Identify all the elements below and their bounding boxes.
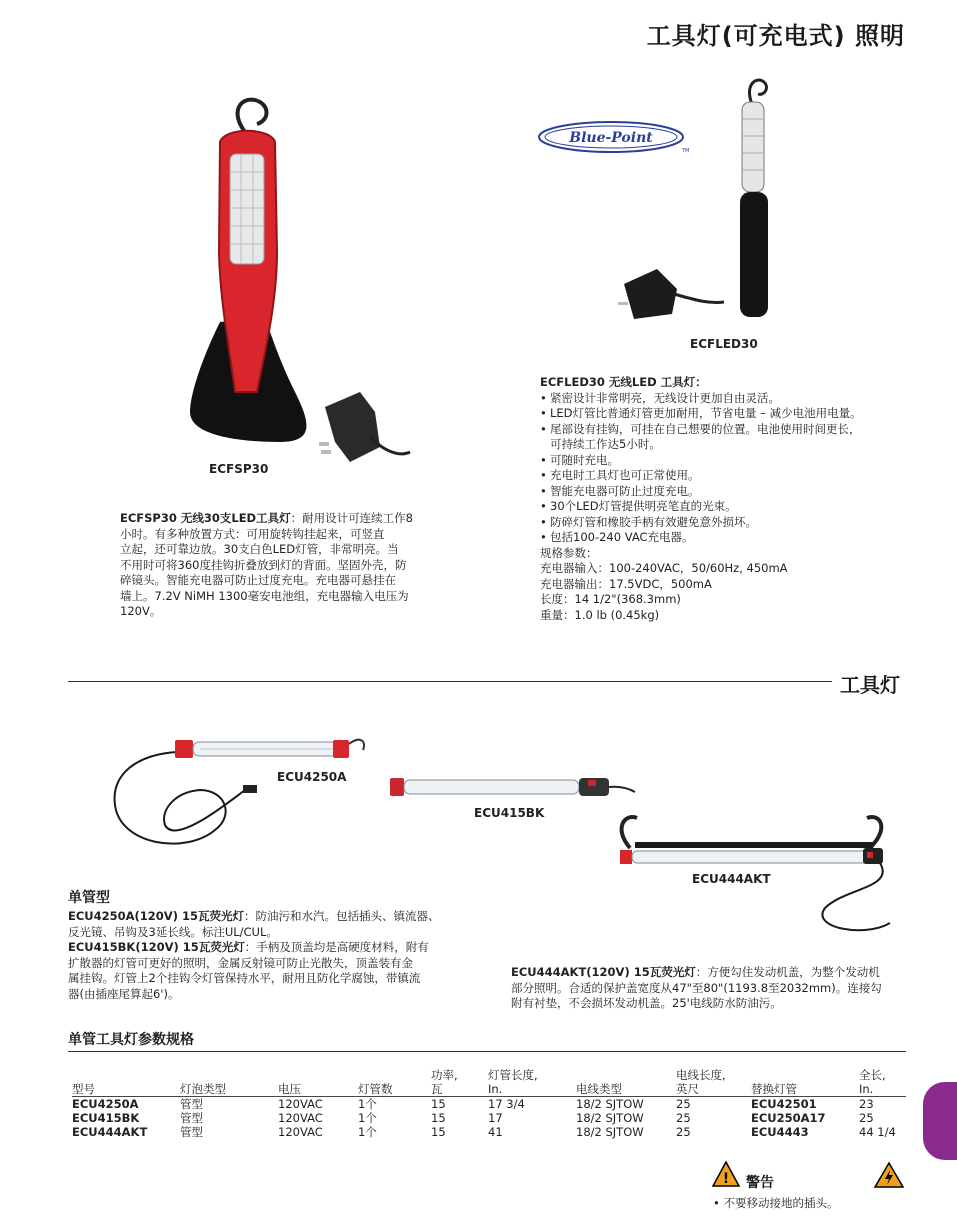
warning-message: 不要移动接地的插头。 (723, 1196, 839, 1210)
ecfled30-bullet-cont: 可持续工作达5小时。 (550, 437, 661, 451)
ecfsp30-product-image (185, 92, 415, 472)
warning-label: 警告 (746, 1175, 774, 1191)
cell: 120VAC (278, 1111, 323, 1125)
ecfled30-bullet: • 紧密设计非常明亮，无线设计更加自由灵活。 (540, 391, 920, 407)
ecu444akt-desc-title: ECU444AKT(120V) 15瓦荧光灯 (511, 965, 696, 979)
cell: 25 (859, 1111, 874, 1125)
ecfled30-spec: 长度：14 1/2"(368.3mm) (540, 592, 681, 606)
svg-text:!: ! (722, 1171, 730, 1187)
ecu444akt-desc-line: 部分照明。合适的保护盖宽度从47"至80"(1193.8至2032mm)。连接勾 (511, 980, 882, 995)
cell: 15 (431, 1125, 446, 1139)
ecu4250a-cord (115, 752, 245, 844)
cell: 15 (431, 1097, 446, 1111)
ecu4250a-desc-line2: 反光镜、吊钩及3延长线。标注UL/CUL。 (68, 924, 278, 939)
cell: 17 3/4 (488, 1097, 525, 1111)
header-cord-length: 电线长度, 英尺 (676, 1068, 751, 1097)
section-tab-marker (923, 1082, 957, 1160)
header-tube-length: 灯管长度, In. (488, 1068, 576, 1097)
warning-icon (711, 1160, 741, 1188)
ecfled30-spec: 充电器输入：100-240VAC，50/60Hz, 450mA (540, 561, 788, 575)
spec-table-rule (68, 1051, 906, 1052)
cell: 25 (676, 1097, 691, 1111)
ecu415bk-product-image (380, 770, 640, 804)
spec-table-header-row (72, 1068, 906, 1097)
header-overall-length: 全长, In. (859, 1068, 906, 1097)
single-tube-description (68, 909, 468, 1002)
ecu4250a-product-image (105, 730, 375, 880)
ecfled30-bullet: • 可随时充电。 (540, 453, 920, 469)
cell: ECU42501 (751, 1097, 817, 1111)
cell: ECU415BK (72, 1111, 140, 1125)
ecfled30-handle (740, 192, 768, 317)
spec-table (72, 1068, 906, 1139)
ecfled30-caption: ECFLED30 (690, 337, 758, 351)
header-model: 型号 (72, 1068, 180, 1097)
cell: 1个 (358, 1125, 377, 1139)
ecu415bk-desc-line: 属挂钩。灯管上2个挂钩令灯管保持水平，耐用且防化学腐蚀，带镇流 (68, 971, 421, 985)
warning-text (713, 1196, 838, 1212)
blue-point-logo-tm: TM (682, 148, 690, 154)
header-bulb-type: 灯泡类型 (180, 1068, 278, 1097)
cell: 15 (431, 1111, 446, 1125)
ecfled30-bullet: • 智能充电器可防止过度充电。 (540, 484, 920, 500)
ecfled30-product-image (612, 74, 792, 324)
ecfled30-spec: 充电器输出：17.5VDC，500mA (540, 576, 712, 591)
cell: ECU4250A (72, 1097, 139, 1111)
ecfsp30-charger (319, 392, 410, 462)
cell: 管型 (180, 1125, 203, 1139)
ecfled30-bullet: • 充电时工具灯也可正常使用。 (540, 468, 920, 484)
ecfled30-bullet: • 30个LED灯管提供明亮笔直的光束。 (540, 499, 920, 515)
ecu415bk-desc-text: ：手柄及顶盖均是高硬度材料，附有 (244, 940, 429, 954)
cell: 120VAC (278, 1097, 323, 1111)
ecfled30-title: ECFLED30 无线LED 工具灯： (540, 375, 707, 389)
table-row (72, 1125, 906, 1139)
ecfsp30-hook (238, 100, 267, 132)
ecu4250a-caption: ECU4250A (277, 770, 347, 784)
ecfsp30-title: ECFSP30 无线30支LED工具灯 (120, 511, 291, 525)
cell: ECU444AKT (72, 1125, 148, 1139)
cell: 18/2 SJTOW (576, 1097, 644, 1111)
cell: ECU250A17 (751, 1111, 826, 1125)
ecfsp30-desc-line-4: 碎镜头。智能充电器可防止过度充电。充电器可悬挂在 (120, 573, 396, 587)
ecfled30-led-tube (742, 102, 764, 192)
ecfsp30-desc-line-0: ：耐用设计可连续工作8 (290, 511, 413, 525)
ecfsp30-desc-line-3: 不用时可将360度挂钩折叠放到灯的背面。坚固外壳，防 (120, 557, 407, 572)
ecfled30-spec: 重量：1.0 lb (0.45kg) (540, 607, 660, 622)
header-cord-type: 电线类型 (576, 1068, 676, 1097)
ecfsp30-desc-line-2: 立起，还可靠边放。30支白色LED灯管，非常明亮。当 (120, 542, 399, 556)
cell: 23 (859, 1097, 874, 1111)
ecu4250a-desc-text: ：防油污和水汽。包括插头、镇流器、 (243, 909, 440, 923)
ecfsp30-caption: ECFSP30 (209, 462, 269, 476)
electric-shock-icon (873, 1161, 905, 1189)
ecfsp30-led-panel (230, 154, 264, 264)
header-tube-count: 灯管数 (358, 1068, 431, 1097)
ecu415bk-caption: ECU415BK (474, 806, 545, 820)
section-title: 工具灯 (840, 673, 900, 697)
cell: 120VAC (278, 1125, 323, 1139)
cell: 25 (676, 1111, 691, 1125)
table-row (72, 1097, 906, 1112)
page-title: 工具灯(可充电式) 照明 (646, 22, 905, 50)
warning-bullet: • (713, 1196, 724, 1210)
single-tube-heading: 单管型 (68, 890, 110, 906)
ecfsp30-desc-line-5: 墙上。7.2V NiMH 1300毫安电池组，充电器输入电压为 (120, 588, 409, 603)
ecfled30-bullet: • 尾部设有挂钩，可挂在自己想要的位置。电池使用时间更长， (540, 422, 920, 438)
cell: ECU4443 (751, 1125, 809, 1139)
ecfled30-hook (749, 80, 766, 104)
header-voltage: 电压 (278, 1068, 358, 1097)
blue-point-logo-text: Blue-Point (569, 130, 653, 146)
cell: 管型 (180, 1111, 203, 1125)
ecu415bk-desc-title: ECU415BK(120V) 15瓦荧光灯 (68, 940, 245, 954)
table-row (72, 1111, 906, 1125)
header-wattage: 功率, 瓦 (431, 1068, 488, 1097)
cell: 18/2 SJTOW (576, 1111, 644, 1125)
cell: 1个 (358, 1111, 377, 1125)
ecfled30-description (540, 375, 920, 623)
ecu444akt-caption: ECU444AKT (692, 872, 771, 886)
ecu415bk-desc-line: 扩散器的灯管可更好的照明，金属反射镜可防止光散失，顶盖装有金 (68, 955, 413, 970)
ecfled30-charger (618, 269, 724, 319)
cell: 18/2 SJTOW (576, 1125, 644, 1139)
spec-table-title: 单管工具灯参数规格 (68, 1032, 194, 1048)
ecu444akt-desc-text: ：方便勾住发动机盖，为整个发动机 (695, 965, 880, 979)
cell: 25 (676, 1125, 691, 1139)
cell: 44 1/4 (859, 1125, 896, 1139)
header-replacement-tube: 替换灯管 (751, 1068, 859, 1097)
ecfled30-specs-title: 规格参数： (540, 545, 598, 560)
ecfsp30-description (120, 511, 450, 620)
cell: 17 (488, 1111, 503, 1125)
ecfled30-bullet: • 包括100-240 VAC充电器。 (540, 530, 920, 546)
cell: 管型 (180, 1097, 203, 1111)
ecu444akt-desc-line: 附有衬垫，不会损坏发动机盖。25'电线防水防油污。 (511, 996, 782, 1010)
cell: 41 (488, 1125, 503, 1139)
cell: 1个 (358, 1097, 377, 1111)
ecu415bk-desc-line: 器(由插座尾算起6')。 (68, 986, 180, 1001)
ecfled30-bullet: • LED灯管比普通灯管更加耐用，节省电量 – 减少电池用电量。 (540, 406, 920, 422)
ecfsp30-desc-line-6: 120V。 (120, 604, 162, 618)
ecfsp30-desc-line-1: 小时。有多种放置方式：可用旋转钩挂起来，可竖直 (120, 526, 385, 541)
ecu4250a-desc-title: ECU4250A(120V) 15瓦荧光灯 (68, 909, 244, 923)
ecfled30-bullet: • 防碎灯管和橡胶手柄有效避免意外损坏。 (540, 515, 920, 531)
section-divider (68, 681, 832, 682)
ecu444akt-description (511, 965, 911, 1012)
ecfled30-bullets (540, 391, 920, 546)
